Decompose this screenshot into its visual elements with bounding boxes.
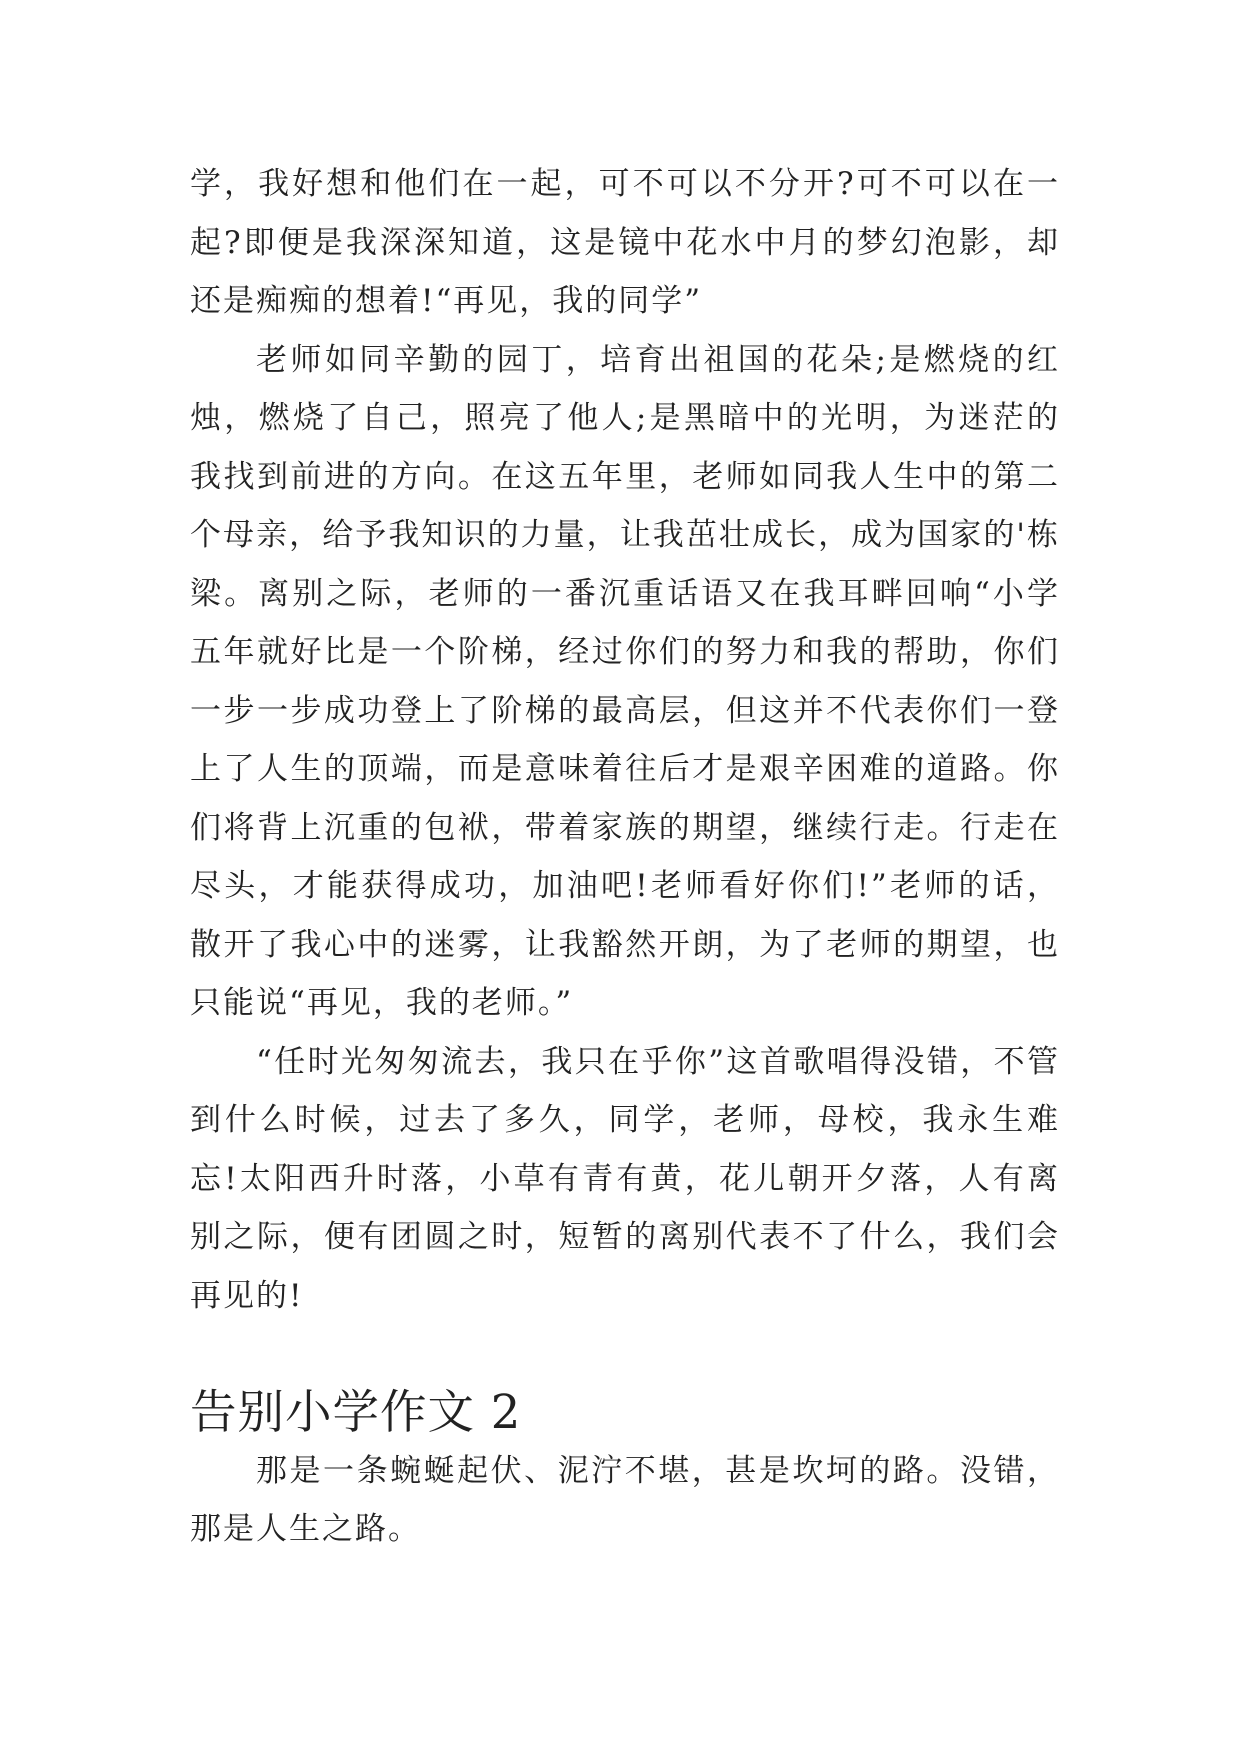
paragraph: “任时光匆匆流去，我只在乎你”这首歌唱得没错，不管到什么时候，过去了多久，同学，老师，母校，我永生难忘!太阳西升时落，小草有青有黄，花儿朝开夕落，人有离别之际，便有团圆之时，短暂的离别代表不了什么，我们会再见的! (190, 1043, 1060, 1314)
paragraph: 学，我好想和他们在一起，可不可以不分开?可不可以在一起?即便是我深深知道，这是镜中花水中月的梦幻泡影，却还是痴痴的想着!“再见，我的同学” (190, 166, 1060, 319)
section-title: 告别小学作文 2 (190, 1385, 522, 1439)
paragraph: 那是一条蜿蜒起伏、泥泞不堪，甚是坎坷的路。没错，那是人生之路。 (190, 1452, 1060, 1547)
paragraph: 老师如同辛勤的园丁，培育出祖国的花朵;是燃烧的红烛，燃烧了自己，照亮了他人;是黑暗中的光明，为迷茫的我找到前进的方向。在这五年里，老师如同我人生中的第二个母亲，给予我知识的力量，让我茁壮成长，成为国家的'栋梁。离别之际，老师的一番沉重话语又在我耳畔回响“小学五年就好比是一个阶梯，经过你们的努力和我的帮助，你们一步一步成功登上了阶梯的最高层，但这并不代表你们一登上了人生的顶端，而是意味着往后才是艰辛困难的道路。你们将背上沉重的包袱，带着家族的期望，继续行走。行走在尽头，才能获得成功，加油吧!老师看好你们!”老师的话，散开了我心中的迷雾，让我豁然开朗，为了老师的期望，也只能说“再见，我的老师。” (190, 341, 1060, 1021)
document-body (190, 155, 1060, 1559)
